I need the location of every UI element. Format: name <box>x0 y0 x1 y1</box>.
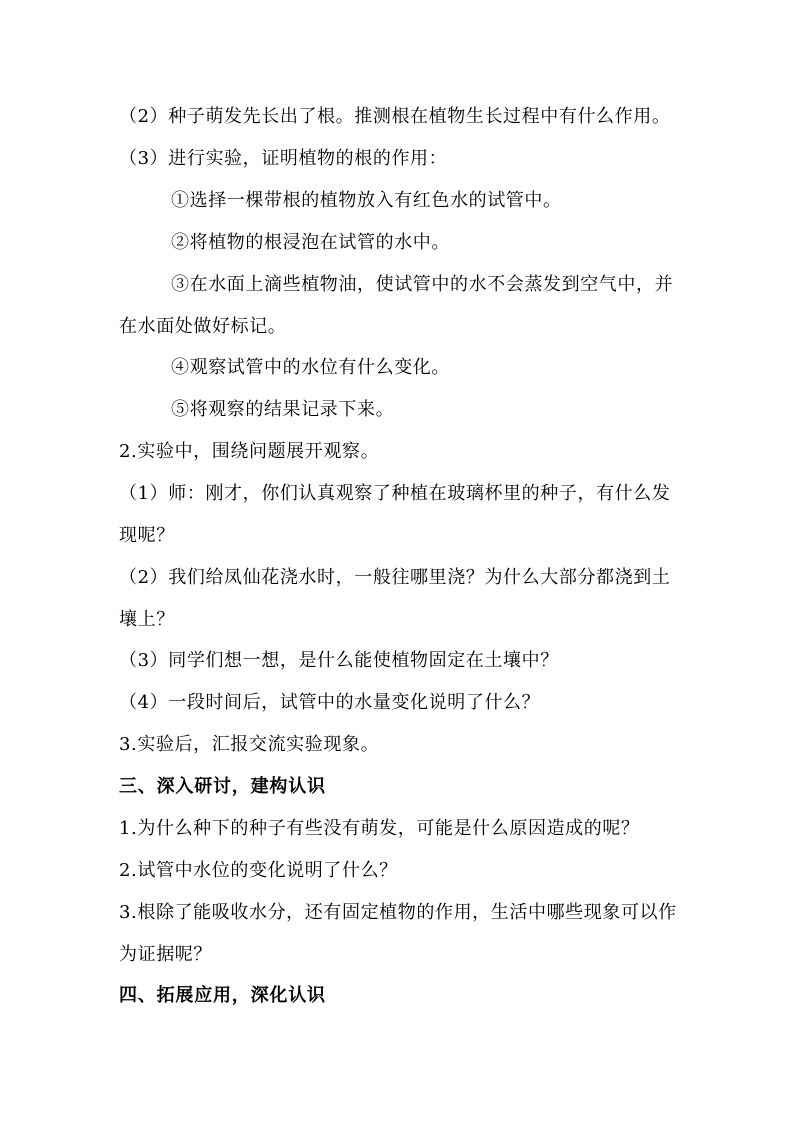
text-line: （3）同学们想一想，是什么能使植物固定在土壤中？ <box>119 650 559 671</box>
text-line: 现呢？ <box>119 525 175 546</box>
text-line: 1.为什么种下的种子有些没有萌发，可能是什么原因造成的呢？ <box>119 818 640 839</box>
text-line: ②将植物的根浸泡在试管的水中。 <box>171 232 450 253</box>
text-line: 2.试管中水位的变化说明了什么？ <box>119 860 398 881</box>
text-line: （2）我们给凤仙花浇水时，一般往哪里浇？为什么大部分都浇到土 <box>119 567 671 588</box>
text-line: 壤上？ <box>119 609 175 630</box>
text-line: 3.根除了能吸收水分，还有固定植物的作用，生活中哪些现象可以作 <box>119 902 677 923</box>
text-line: ①选择一棵带根的植物放入有红色水的试管中。 <box>171 190 562 211</box>
text-line: 在水面处做好标记。 <box>119 316 287 337</box>
text-line: ③在水面上滴些植物油，使试管中的水不会蒸发到空气中，并 <box>171 274 674 295</box>
text-line: ⑤将观察的结果记录下来。 <box>171 399 395 420</box>
text-line: 为证据呢？ <box>119 944 212 965</box>
text-line: （3）进行实验，证明植物的根的作用： <box>119 148 448 169</box>
text-line: （2）种子萌发先长出了根。推测根在植物生长过程中有什么作用。 <box>119 106 671 127</box>
text-line: 3.实验后，汇报交流实验现象。 <box>119 734 380 755</box>
text-line: ④观察试管中的水位有什么变化。 <box>171 357 450 378</box>
text-line: （1）师：刚才，你们认真观察了种植在玻璃杯里的种子，有什么发 <box>119 483 671 504</box>
section-heading: 四、拓展应用，深化认识 <box>119 985 326 1006</box>
text-line: 2.实验中，围绕问题展开观察。 <box>119 441 380 462</box>
text-line: （4）一段时间后，试管中的水量变化说明了什么？ <box>119 692 541 713</box>
section-heading: 三、深入研讨，建构认识 <box>119 776 326 797</box>
